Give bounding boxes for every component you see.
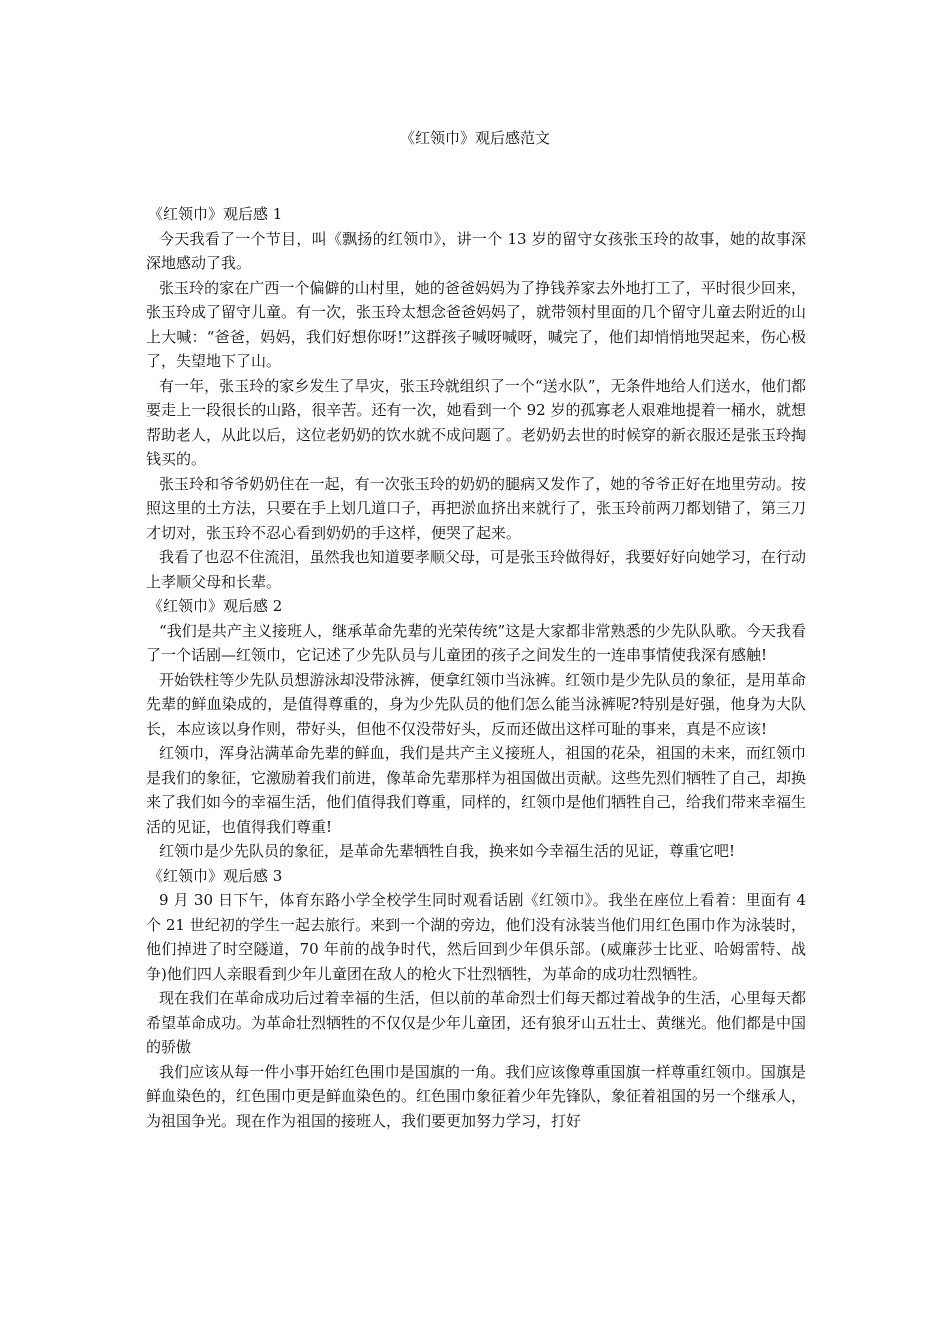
section-heading: 《红领巾》观后感 3: [148, 866, 283, 885]
paragraph: 有一年，张玉玲的家乡发生了旱灾，张玉玲就组织了一个“送水队”，无条件地给人们送水，他们都要走上一段很长的山路，很辛苦。还有一次，她看到一个 92 岁的孤寡老人艰难地提着一桶水，就想帮助老人，从此以后，这位老奶奶的饮水就不成问题了。老奶奶去世的时候穿的新衣服还是张玉玲掏钱买的。: [146, 376, 807, 468]
paragraph: 现在我们在革命成功后过着幸福的生活，但以前的革命烈士们每天都过着战争的生活，心里每天都希望革命成功。为革命壮烈牺牲的不仅仅是少年儿童团，还有狼牙山五壮士、黄继光。他们都是中国的骄傲: [146, 989, 807, 1056]
paragraph: “我们是共产主义接班人，继承革命先辈的光荣传统”这是大家都非常熟悉的少先队队歌。今天我看了一个话剧—红领巾，它记述了少先队员与儿童团的孩子之间发生的一连串事情使我深有感触!: [146, 621, 806, 664]
paragraph: 今天我看了一个节目，叫《飘扬的红领巾》，讲一个 13 岁的留守女孩张玉玲的故事，她的故事深深地感动了我。: [146, 229, 806, 272]
paragraph: 张玉玲的家在广西一个偏僻的山村里，她的爸爸妈妈为了挣钱养家去外地打工了，平时很少回来，张玉玲成了留守儿童。有一次，张玉玲太想念爸爸妈妈了，就带领村里面的几个留守儿童去附近的山上大喊：“爸爸，妈妈，我们好想你呀!”这群孩子喊呀喊呀，喊完了，他们却悄悄地哭起来，伤心极了，失望地下了山。: [146, 278, 807, 370]
document-title: 《红领巾》观后感范文: [399, 129, 550, 147]
paragraph: 红领巾，浑身沾满革命先辈的鲜血，我们是共产主义接班人，祖国的花朵，祖国的未来，而红领巾是我们的象征，它激励着我们前进，像革命先辈那样为祖国做出贡献。这些先烈们牺牲了自己，却换来了我们如今的幸福生活，他们值得我们尊重，同样的，红领巾是他们牺牲自己，给我们带来幸福生活的见证，也值得我们尊重!: [146, 744, 807, 836]
paragraph: 开始铁柱等少先队员想游泳却没带泳裤，便拿红领巾当泳裤。红领巾是少先队员的象征，是用革命先辈的鲜血染成的，是值得尊重的，身为少先队员的他们怎么能当泳裤呢?特别是好强，他身为大队长，本应该以身作则，带好头，但他不仅没带好头，反而还做出这样可耻的事来，真是不应该!: [146, 670, 806, 738]
document-body: [146, 202, 806, 1133]
paragraph: 我看了也忍不住流泪，虽然我也知道要孝顺父母，可是张玉玲做得好，我要好好向她学习，在行动上孝顺父母和长辈。: [146, 548, 806, 591]
paragraph: 红领巾是少先队员的象征，是革命先辈牺牲自我，换来如今幸福生活的见证，尊重它吧!: [159, 842, 736, 860]
paragraph: 张玉玲和爷爷奶奶住在一起，有一次张玉玲的奶奶的腿病又发作了，她的爷爷正好在地里劳动。按照这里的土方法，只要在手上划几道口子，再把淤血挤出来就行了，张玉玲前两刀都划错了，第三刀才切对，张玉玲不忍心看到奶奶的手这样，便哭了起来。: [146, 474, 807, 542]
section-heading: 《红领巾》观后感 1: [148, 205, 283, 223]
paragraph: 9 月 30 日下午，体育东路小学全校学生同时观看话剧《红领巾》。我坐在座位上看着：里面有 4 个 21 世纪初的学生一起去旅行。来到一个湖的旁边，他们没有泳装当他们用红色围巾作为泳装时，他们掉进了时空隧道，70 年前的战争时代，然后回到少年俱乐部。(威廉莎士比亚、哈姆雷特、战争)他们四人亲眼看到少年儿童团在敌人的枪火下壮烈牺牲，为革命的成功壮烈牺牲。: [146, 891, 806, 983]
section-heading: 《红领巾》观后感 2: [148, 597, 283, 615]
paragraph: 我们应该从每一件小事开始红色围巾是国旗的一角。我们应该像尊重国旗一样尊重红领巾。国旗是鲜血染色的，红色围巾更是鲜血染色的。红色围巾象征着少年先锋队，象征着祖国的另一个继承人，为祖国争光。现在作为祖国的接班人，我们要更加努力学习，打好: [146, 1062, 807, 1130]
